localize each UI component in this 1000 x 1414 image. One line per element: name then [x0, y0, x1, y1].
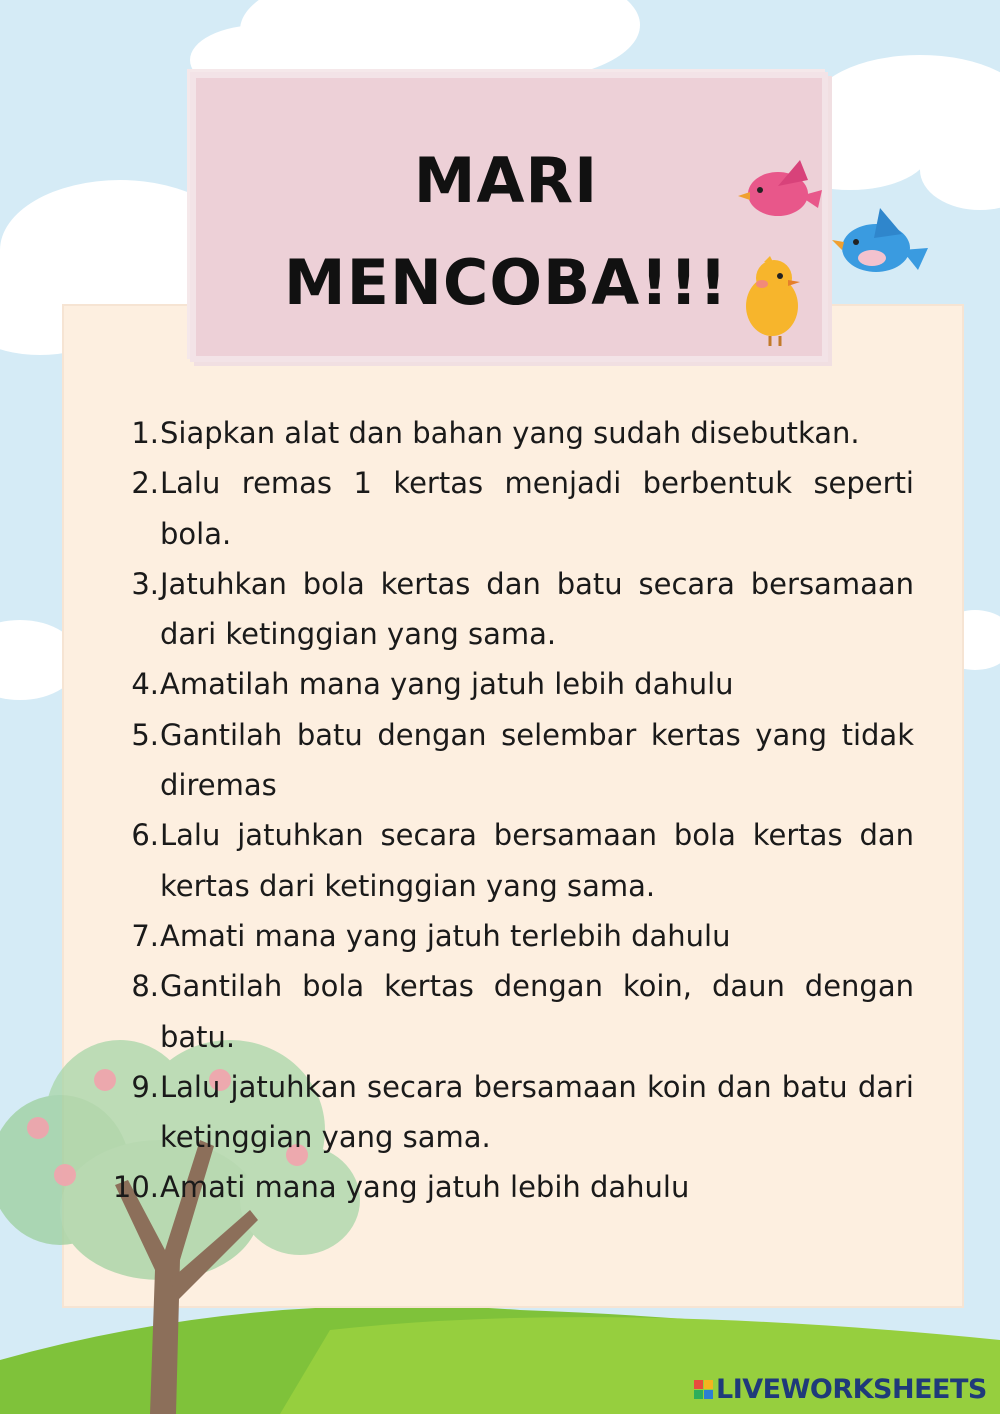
step-text: Amati mana yang jatuh terlebih dahulu — [160, 918, 731, 953]
step-number: 2. — [131, 466, 159, 501]
brand-name: LIVEWORKSHEETS — [716, 1373, 987, 1405]
step-text: Lalu jatuhkan secara bersamaan koin dan batu dari ketinggian yang sama. — [160, 1069, 914, 1155]
list-item — [100, 559, 914, 660]
step-number: 8. — [131, 969, 159, 1004]
list-item — [100, 911, 914, 961]
step-number: 5. — [131, 717, 159, 752]
page-title: MARI MENCOBA!!! — [283, 144, 729, 319]
liveworksheets-logo-icon — [694, 1380, 713, 1399]
step-text: Gantilah batu dengan selembar kertas yang tidak diremas — [160, 717, 914, 803]
step-text: Jatuhkan bola kertas dan batu secara bersamaan dari ketinggian yang sama. — [160, 566, 914, 652]
step-number: 7. — [131, 918, 159, 953]
step-number: 9. — [131, 1069, 159, 1104]
pink-bird-icon — [738, 156, 822, 222]
list-item — [100, 961, 914, 1062]
step-text: Amati mana yang jatuh lebih dahulu — [160, 1170, 690, 1205]
step-text: Gantilah bola kertas dengan koin, daun dengan batu. — [160, 969, 914, 1054]
blue-bird-icon — [832, 208, 928, 280]
step-text: Lalu remas 1 kertas menjadi berbentuk seperti bola. — [160, 466, 914, 551]
list-item — [100, 408, 914, 458]
step-number: 4. — [131, 667, 159, 702]
list-item — [100, 1062, 914, 1163]
list-item — [100, 659, 914, 709]
step-number: 6. — [131, 818, 159, 853]
step-text: Siapkan alat dan bahan yang sudah disebutkan. — [160, 416, 860, 450]
step-text: Amatilah mana yang jatuh lebih dahulu — [160, 667, 734, 702]
steps-list — [100, 408, 914, 1213]
step-number: 10. — [112, 1170, 159, 1205]
step-number: 1. — [131, 416, 159, 450]
list-item — [100, 1162, 914, 1212]
list-item — [100, 458, 914, 559]
list-item — [100, 810, 914, 911]
step-text: Lalu jatuhkan secara bersamaan bola kertas dan kertas dari ketinggian yang sama. — [160, 818, 914, 903]
step-number: 3. — [131, 566, 159, 601]
brand-watermark[interactable] — [694, 1372, 987, 1406]
yellow-chick-icon — [740, 256, 802, 346]
list-item — [100, 710, 914, 811]
